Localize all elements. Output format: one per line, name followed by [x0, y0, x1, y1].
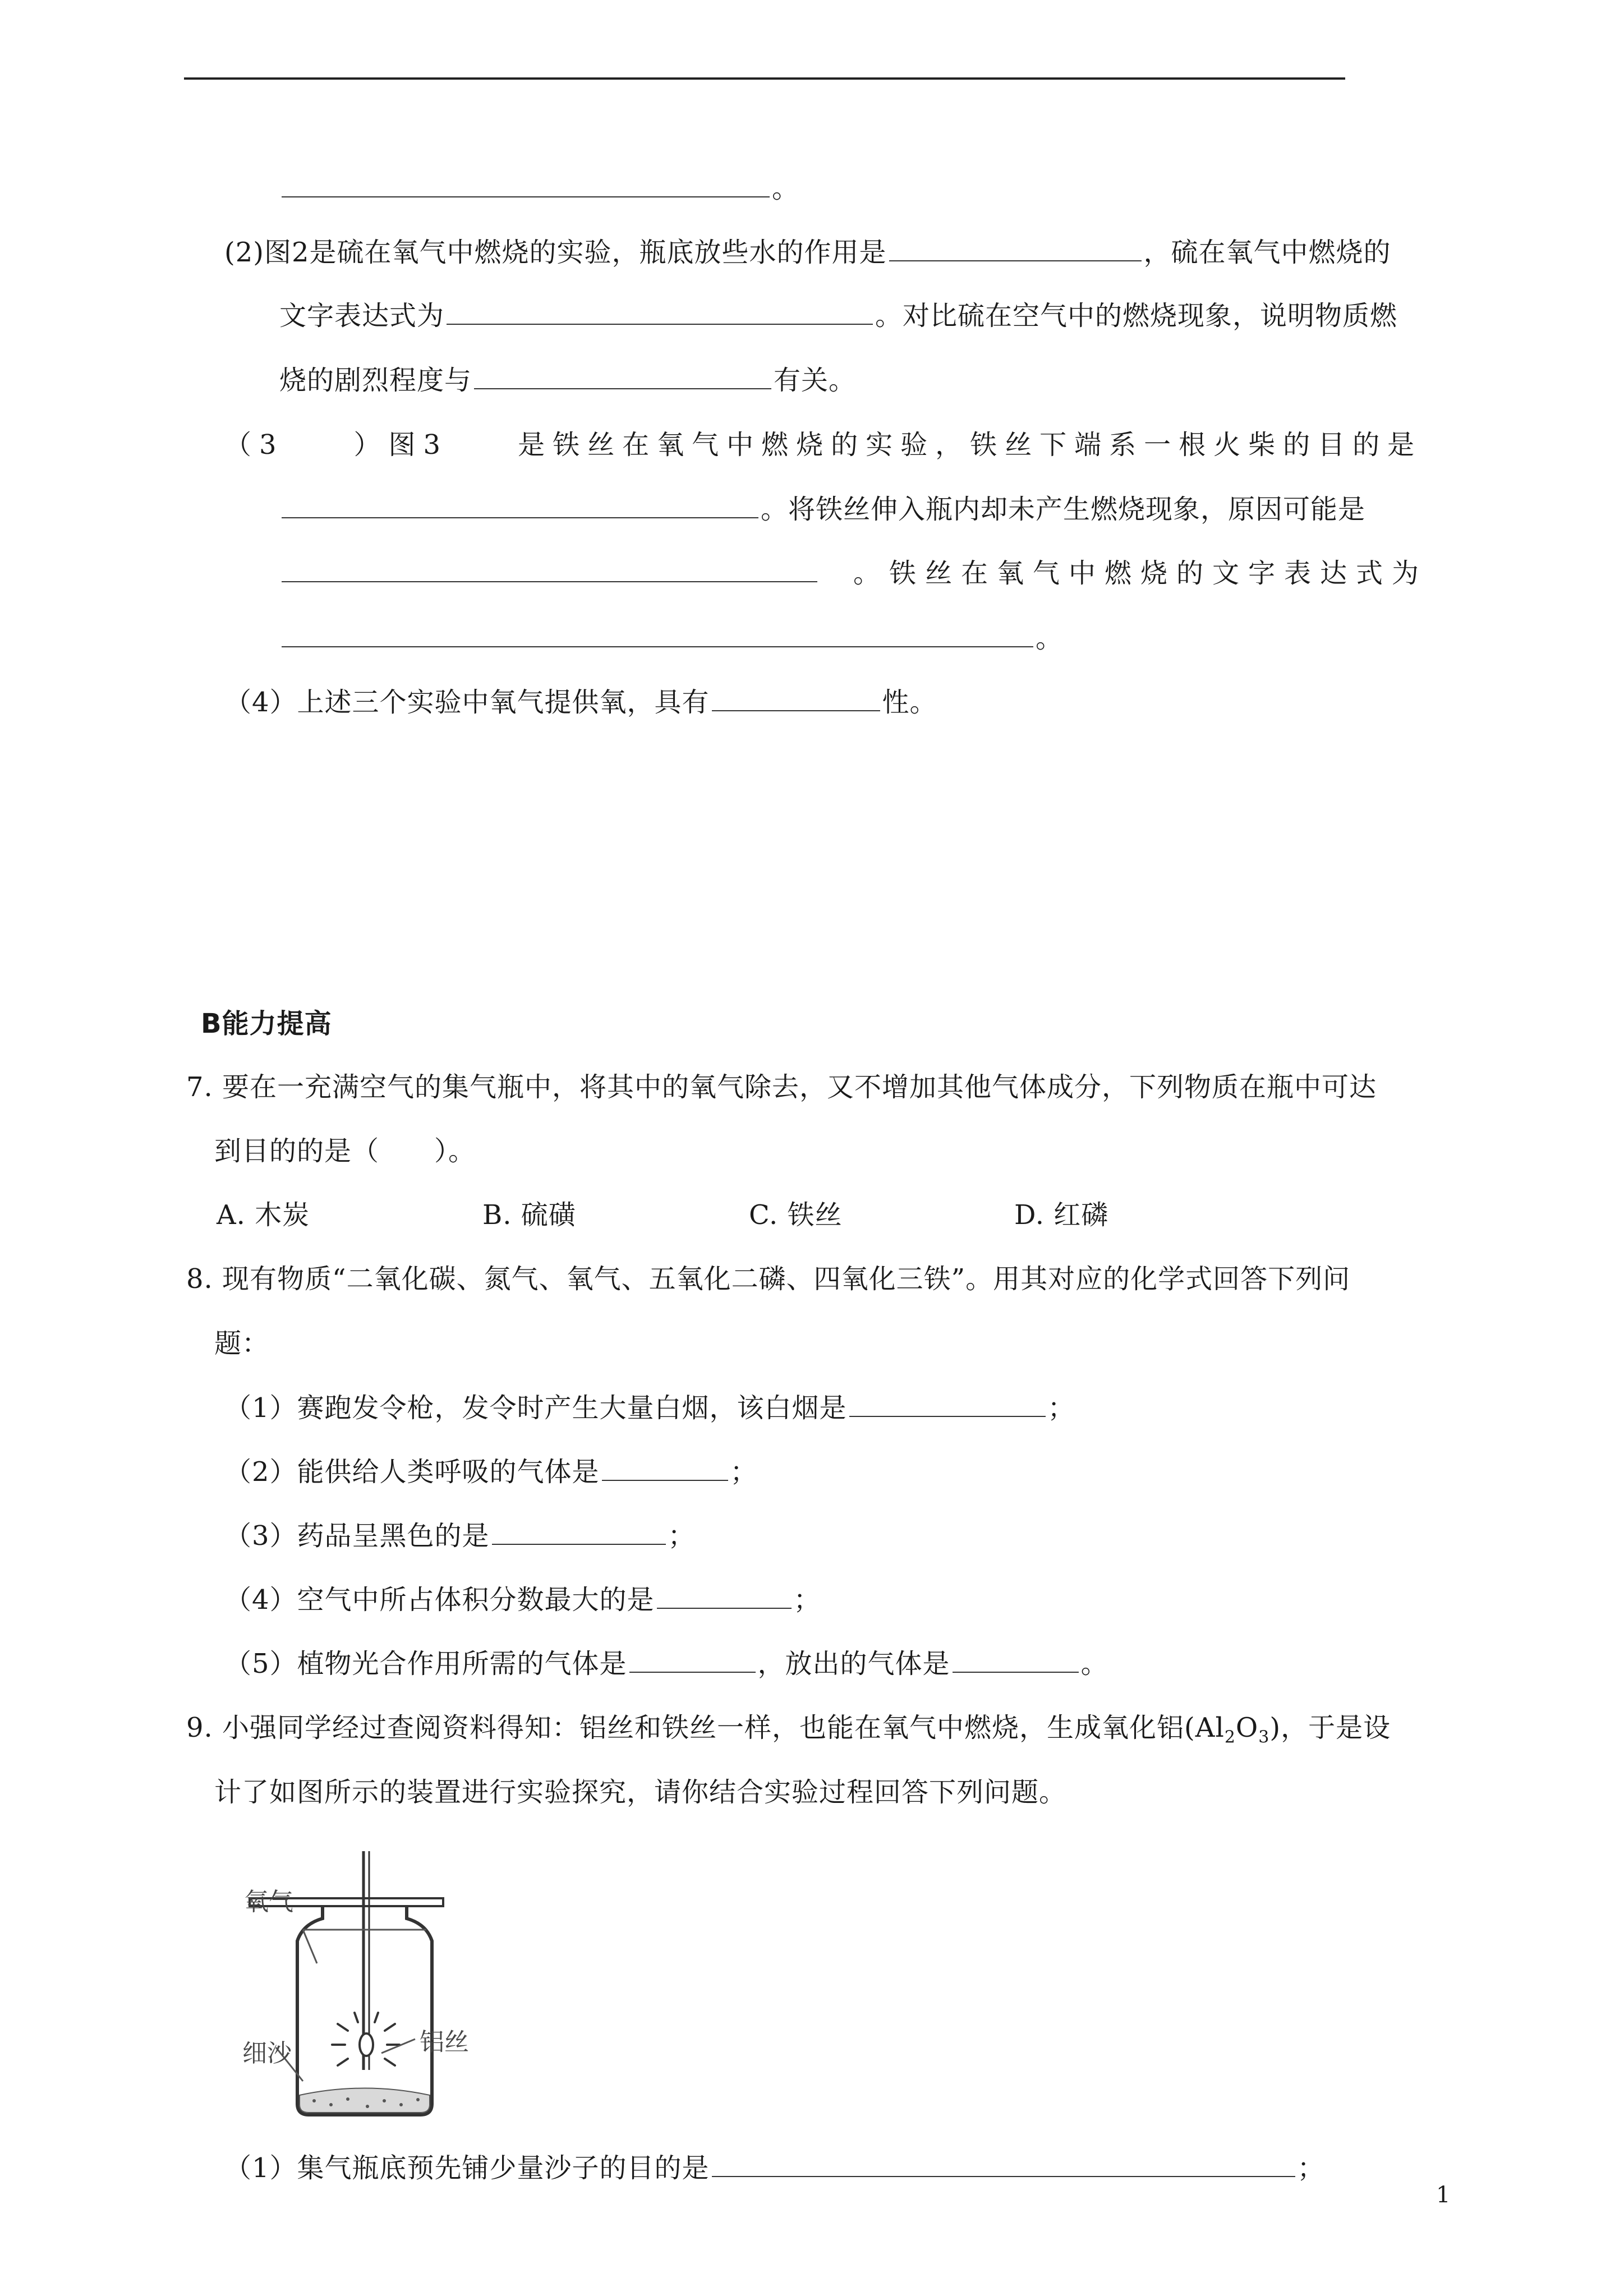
- header-rule: [184, 77, 1345, 80]
- q6-part2-line3: 烧的剧烈程度与 有关。: [279, 365, 857, 396]
- q7-line2: 到目的的是（ ）。: [214, 1135, 476, 1167]
- q8-sub5: （5）植物光合作用所需的气体是 ，放出的气体是 。: [224, 1648, 1108, 1680]
- q6-part4: （4）上述三个实验中氧气提供氧，具有 性。: [224, 687, 937, 718]
- q9-line1: 9. 小强同学经过查阅资料得知：铝丝和铁丝一样，也能在氧气中燃烧，生成氧化铝$(Al_2O_3)$，于是设: [186, 1712, 1391, 1747]
- label-sand: 细沙: [242, 2039, 292, 2068]
- q7-option-d[interactable]: D. 红磷: [1014, 1199, 1109, 1231]
- q8-sub2: （2）能供给人类呼吸的气体是 ；: [224, 1456, 758, 1488]
- q6-part2-line1: (2)图2是硫在氧气中燃烧的实验，瓶底放些水的作用是 ，硫在氧气中燃烧的: [224, 237, 1391, 268]
- q7-line1: 7. 要在一充满空气的集气瓶中，将其中的氧气除去，又不增加其他气体成分，下列物质在瓶中可达: [186, 1071, 1377, 1103]
- q6-part3-line1: （3 ）图3 是铁丝在氧气中燃烧的实验，铁丝下端系一根火柴的目的是: [224, 429, 1423, 461]
- answer-blank[interactable]: [602, 1455, 728, 1481]
- answer-blank[interactable]: [282, 622, 1033, 647]
- label-aluminum-wire: 铝丝: [420, 2028, 469, 2056]
- page-number: 1: [1436, 2182, 1451, 2208]
- label-oxygen: 氧气: [244, 1888, 293, 1916]
- answer-blank[interactable]: [712, 685, 880, 711]
- answer-blank[interactable]: [953, 1647, 1079, 1673]
- answer-blank[interactable]: [629, 1647, 756, 1673]
- q7-option-b[interactable]: B. 硫磺: [482, 1199, 576, 1231]
- q8-sub4: （4）空气中所占体积分数最大的是 ；: [224, 1584, 821, 1616]
- q6-part3-line3: 。铁丝在氧气中燃烧的文字表达式为: [279, 556, 1428, 590]
- q8-line2: 题：: [214, 1328, 270, 1359]
- q6-part3-line4: 。: [279, 622, 1063, 655]
- flame-tip: [360, 2033, 373, 2056]
- answer-blank[interactable]: [447, 299, 873, 325]
- q9-sub1: （1）集气瓶底预先铺少量沙子的目的是 ；: [224, 2152, 1325, 2184]
- q7-option-a[interactable]: A. 木炭: [217, 1199, 310, 1231]
- q8-line1: 8. 现有物质“二氧化碳、氮气、氧气、五氧化二磷、四氧化三铁”。用其对应的化学式回答下列问: [186, 1263, 1351, 1295]
- answer-blank[interactable]: [849, 1391, 1046, 1417]
- answer-blank[interactable]: [889, 236, 1142, 261]
- section-heading: B能力提高: [201, 1008, 332, 1039]
- q8-sub3: （3）药品呈黑色的是 ；: [224, 1520, 696, 1552]
- answer-blank[interactable]: [282, 172, 770, 197]
- answer-blank[interactable]: [282, 556, 817, 582]
- q6-part2-line2: 文字表达式为 。对比硫在空气中的燃烧现象，说明物质燃: [279, 300, 1398, 332]
- answer-blank[interactable]: [657, 1583, 792, 1609]
- answer-blank[interactable]: [492, 1519, 666, 1545]
- answer-blank[interactable]: [282, 493, 758, 518]
- gas-jar-diagram: [236, 1846, 527, 2132]
- q6-continuation-line: 。: [279, 172, 799, 205]
- answer-blank[interactable]: [712, 2151, 1295, 2177]
- q7-option-c[interactable]: C. 铁丝: [749, 1199, 843, 1231]
- q9-line2: 计了如图所示的装置进行实验探究，请你结合实验过程回答下列问题。: [214, 1777, 1067, 1808]
- q8-sub1: （1）赛跑发令枪，发令时产生大量白烟，该白烟是 ；: [224, 1392, 1075, 1424]
- sand-layer: [300, 2088, 430, 2113]
- answer-blank[interactable]: [474, 364, 771, 389]
- q6-part3-line2: 。将铁丝伸入瓶内却未产生燃烧现象，原因可能是: [279, 493, 1365, 526]
